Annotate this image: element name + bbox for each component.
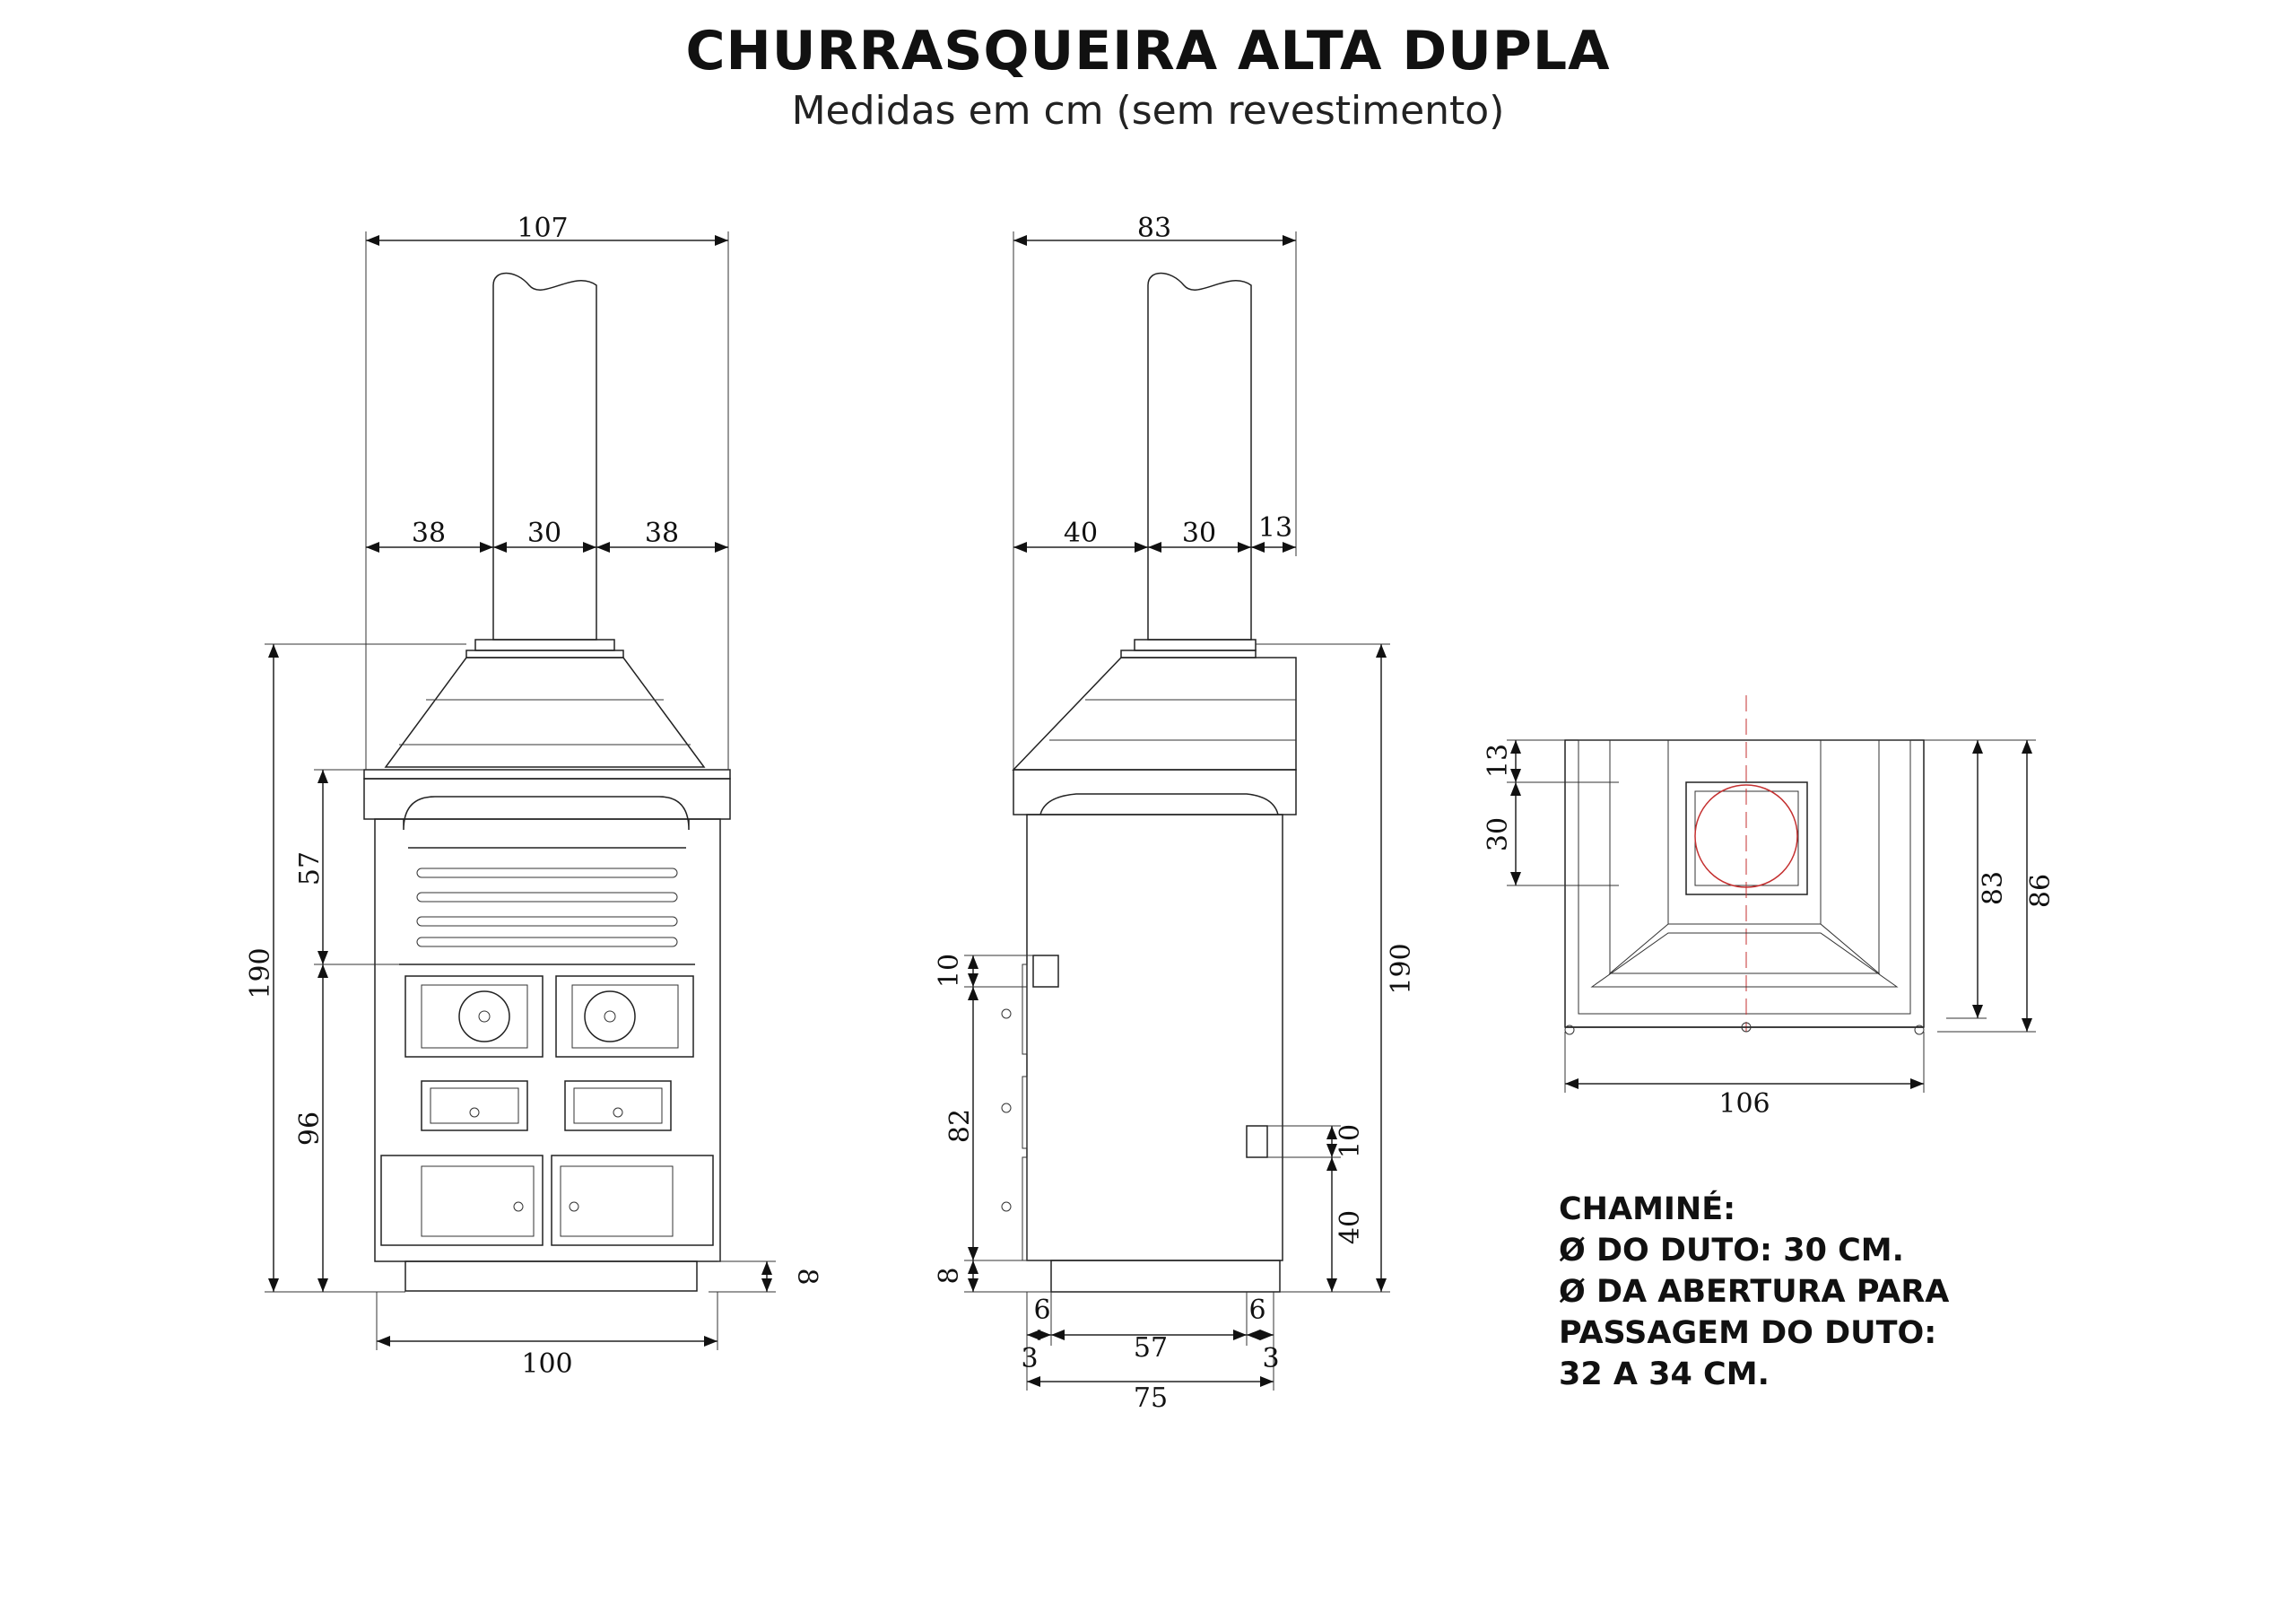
dim-front-total-height: 190 bbox=[245, 947, 276, 999]
front-door-lower-left bbox=[381, 1155, 543, 1245]
dim-front-lower-height: 96 bbox=[294, 1111, 326, 1147]
side-view bbox=[934, 213, 1417, 1414]
dim-side-left-margin: 3 bbox=[1021, 1343, 1039, 1374]
front-door-upper-right bbox=[556, 976, 693, 1057]
dim-top-front-margin: 13 bbox=[1483, 743, 1514, 779]
dim-top-width: 106 bbox=[1718, 1088, 1770, 1120]
dim-top-inner-depth: 83 bbox=[1978, 870, 2009, 906]
top-outline bbox=[1565, 740, 1924, 1027]
dim-side-left-inset: 6 bbox=[1033, 1295, 1051, 1326]
side-hood bbox=[1013, 658, 1296, 770]
dim-front-base-width: 100 bbox=[521, 1348, 573, 1380]
front-chimney bbox=[493, 274, 596, 641]
drawing-title: CHURRASQUEIRA ALTA DUPLA bbox=[685, 20, 1611, 83]
chimney-notes bbox=[1559, 1189, 1949, 1395]
side-chimney bbox=[1148, 274, 1251, 641]
dim-side-vent-height: 10 bbox=[934, 953, 965, 989]
dim-top-outer-depth: 86 bbox=[2025, 873, 2057, 909]
front-door-lower-right bbox=[552, 1155, 713, 1245]
dim-front-total-width: 107 bbox=[517, 213, 569, 244]
notes-line: Ø DA ABERTURA PARA bbox=[1559, 1274, 1950, 1310]
dim-front-left-offset: 38 bbox=[411, 518, 447, 549]
front-base bbox=[405, 1261, 697, 1291]
dim-side-total-depth: 83 bbox=[1136, 213, 1172, 244]
dim-front-chimney-width: 30 bbox=[526, 518, 562, 549]
dim-side-body-height: 82 bbox=[944, 1108, 976, 1144]
dim-side-chimney-depth: 30 bbox=[1181, 518, 1217, 549]
dim-front-upper-height: 57 bbox=[294, 850, 326, 886]
front-view bbox=[245, 213, 822, 1380]
dim-side-right-margin: 3 bbox=[1262, 1343, 1280, 1374]
dim-front-base-height: 8 bbox=[791, 1268, 822, 1286]
notes-line: Ø DO DUTO: 30 CM. bbox=[1559, 1233, 1904, 1269]
dim-side-rear-vent-elevation: 40 bbox=[1335, 1209, 1366, 1245]
dim-side-base-depth: 75 bbox=[1133, 1382, 1169, 1414]
top-view bbox=[1483, 695, 2057, 1120]
dim-side-base-height: 8 bbox=[934, 1267, 965, 1285]
dim-side-front-offset: 13 bbox=[1257, 512, 1293, 544]
dim-side-total-height: 190 bbox=[1386, 943, 1417, 995]
dim-side-rear-offset: 40 bbox=[1063, 518, 1099, 549]
dim-top-duct-diameter: 30 bbox=[1483, 816, 1514, 852]
drawing-subtitle: Medidas em cm (sem revestimento) bbox=[791, 88, 1505, 134]
side-base bbox=[1051, 1260, 1280, 1292]
dim-side-rear-vent-height: 10 bbox=[1335, 1123, 1366, 1159]
dim-side-right-inset: 6 bbox=[1248, 1295, 1266, 1326]
side-body bbox=[1027, 815, 1283, 1260]
front-door-upper-left bbox=[405, 976, 543, 1057]
notes-line: CHAMINÉ: bbox=[1559, 1191, 1736, 1227]
front-hood bbox=[386, 658, 704, 767]
notes-line: PASSAGEM DO DUTO: bbox=[1559, 1315, 1937, 1351]
notes-line: 32 A 34 CM. bbox=[1559, 1356, 1770, 1392]
dim-side-inner-depth: 57 bbox=[1133, 1332, 1169, 1364]
dim-front-right-offset: 38 bbox=[644, 518, 680, 549]
